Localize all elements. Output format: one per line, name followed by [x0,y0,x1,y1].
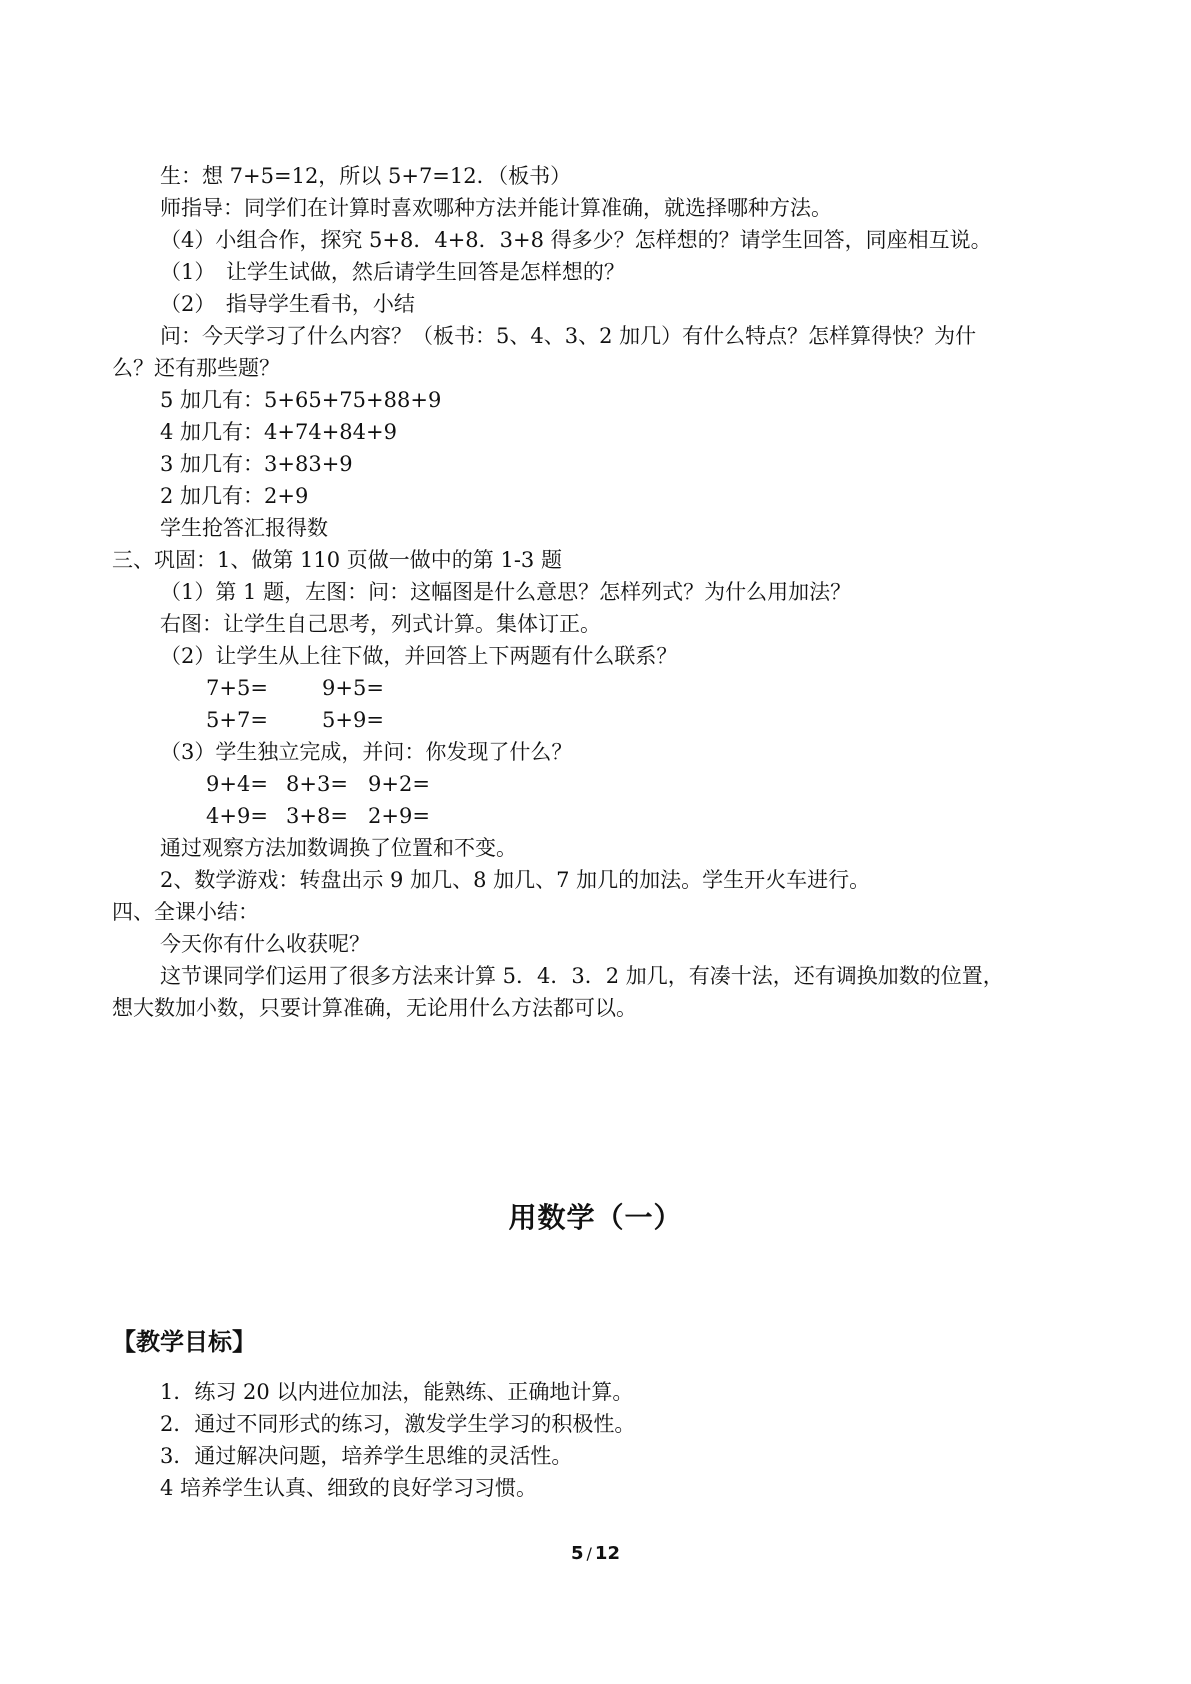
objective-item: 4 培养学生认真、细致的良好学习习惯。 [160,1476,538,1500]
text-line: （4）小组合作，探究 5+8．4+8．3+8 得多少？怎样想的？请学生回答，同座相互说。 [160,228,992,252]
objectives-heading: 【教学目标】 [112,1328,256,1356]
text-line: 今天你有什么收获呢？ [160,932,370,956]
text-line: 2 加几有：2+9 [160,484,309,508]
text-line: 通过观察方法加数调换了位置和不变。 [160,836,517,860]
text-line: 5 加几有：5+65+75+88+9 [160,388,442,412]
text-line: 想大数加小数，只要计算准确，无论用什么方法都可以。 [112,996,637,1020]
total-pages: 12 [594,1543,620,1564]
page-separator: / [586,1544,592,1563]
current-page: 5 [571,1543,584,1564]
text-line: 生：想 7+5=12，所以 5+7=12．（板书） [160,164,572,188]
equation: 2+9= [368,804,430,828]
equation: 9+4= [206,772,268,796]
text-line: 右图：让学生自己思考，列式计算。集体订正。 [160,612,601,636]
text-line: 2、数学游戏：转盘出示 9 加几、8 加几、7 加几的加法。学生开火车进行。 [160,868,871,892]
objective-item: 1．练习 20 以内进位加法，能熟练、正确地计算。 [160,1380,634,1404]
section-title: 用数学（一） [508,1201,683,1234]
equation: 7+5= [206,676,268,700]
text-line: （1） 让学生试做，然后请学生回答是怎样想的？ [160,260,625,284]
equation: 3+8= [286,804,348,828]
text-line: 4 加几有：4+74+84+9 [160,420,397,444]
text-line: 么？还有那些题？ [112,356,280,380]
text-line: （2） 指导学生看书，小结 [160,292,415,316]
text-line: 问：今天学习了什么内容？（板书：5、4、3、2 加几）有什么特点？怎样算得快？为什 [160,324,977,348]
objective-item: 3．通过解决问题，培养学生思维的灵活性。 [160,1444,573,1468]
text-line: 3 加几有：3+83+9 [160,452,353,476]
equation: 9+2= [368,772,430,796]
text-line: 师指导：同学们在计算时喜欢哪种方法并能计算准确，就选择哪种方法。 [160,196,832,220]
objective-item: 2．通过不同形式的练习，激发学生学习的积极性。 [160,1412,636,1436]
equation: 5+7= [206,708,268,732]
text-line: 四、全课小结： [112,900,259,924]
equation: 5+9= [322,708,384,732]
equation: 9+5= [322,676,384,700]
text-line: 三、巩固：1、做第 110 页做一做中的第 1-3 题 [112,548,562,572]
text-line: 这节课同学们运用了很多方法来计算 5．4．3．2 加几，有凑十法，还有调换加数的位置， [160,964,1004,988]
text-line: （3）学生独立完成，并问：你发现了什么？ [160,740,573,764]
equation: 4+9= [206,804,268,828]
text-line: （1）第 1 题，左图：问：这幅图是什么意思？怎样列式？为什么用加法？ [160,580,852,604]
page-number [0,1543,1191,1564]
text-line: （2）让学生从上往下做，并回答上下两题有什么联系？ [160,644,678,668]
text-line: 学生抢答汇报得数 [160,516,328,540]
equation: 8+3= [286,772,348,796]
